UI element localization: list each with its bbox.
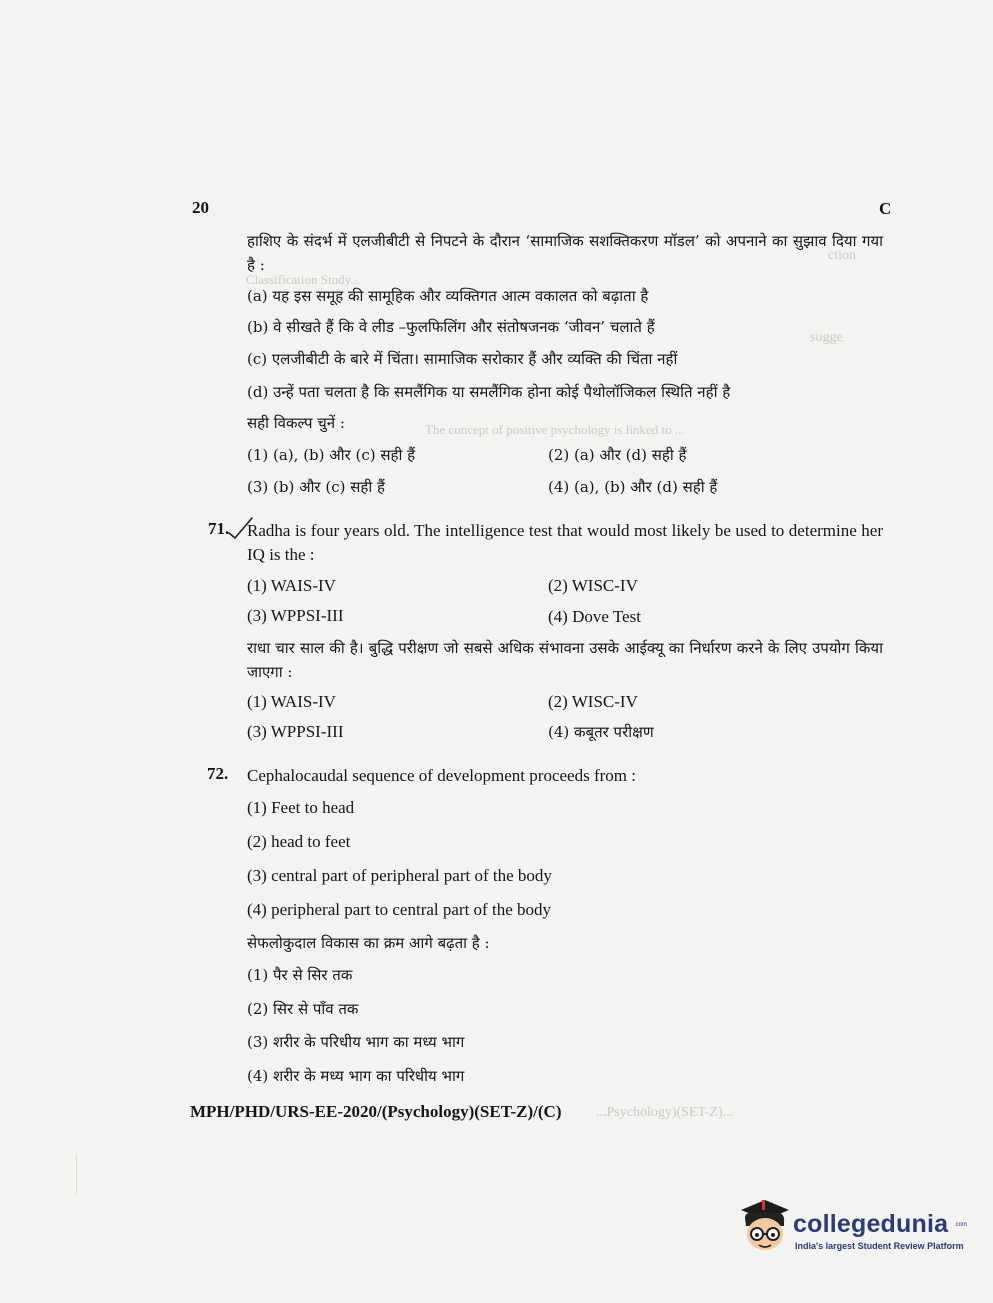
q72-hindi-option: (4) शरीर के मध्य भाग का परिधीय भाग — [247, 1067, 465, 1085]
bleed-through-text: sugge — [810, 330, 843, 345]
q72-number: 72. — [207, 764, 229, 783]
q72-hindi-stem: सेफलोकुदाल विकास का क्रम आगे बढ़ता है : — [247, 934, 490, 952]
bleed-through-text: Classification Study... — [246, 272, 360, 287]
q71-hindi-option: (4) कबूतर परीक्षण — [548, 723, 654, 741]
q70-statement: (d) उन्हें पता चलता है कि समलैंगिक या समलैंगिक होना कोई पैथोलॉजिकल स्थिति नहीं है — [247, 383, 731, 401]
bleed-through-text: ...Psychology)(SET-Z)... — [596, 1105, 734, 1120]
logo-tagline: India's largest Student Review Platform — [795, 1241, 964, 1251]
q72-hindi-option: (3) शरीर के परिधीय भाग का मध्य भाग — [247, 1033, 465, 1051]
q70-statement: (c) एलजीबीटी के बारे में चिंता। सामाजिक सरोकार हैं और व्यक्ति की चिंता नहीं — [247, 350, 678, 368]
collegedunia-logo — [735, 1196, 968, 1266]
exam-code-footer: MPH/PHD/URS-EE-2020/(Psychology)(SET-Z)/(C) — [190, 1102, 562, 1121]
q70-option: (2) (a) और (d) सही हैं — [548, 446, 687, 464]
q72-hindi-option: (2) सिर से पाँव तक — [247, 1000, 359, 1018]
bleed-through-text: The concept of positive psychology is linked to ... — [425, 422, 685, 437]
q72-option: (1) Feet to head — [247, 798, 355, 817]
q71-hindi-option: (1) WAIS-IV — [247, 692, 336, 711]
q71-number: 71. — [208, 519, 230, 538]
q71-stem: Radha is four years old. The intelligence test that would most likely be used to determine her IQ is the : — [247, 521, 883, 564]
q70-instruction: सही विकल्प चुनें : — [247, 414, 345, 432]
q71-option: (3) WPPSI-III — [247, 606, 344, 625]
q70-option: (3) (b) और (c) सही हैं — [247, 478, 385, 496]
logo-suffix: .com — [954, 1222, 968, 1228]
q72-hindi-option: (1) पैर से सिर तक — [247, 966, 353, 984]
q72-option: (4) peripheral part to central part of the body — [247, 900, 551, 919]
q70-hindi-stem: हाशिए के संदर्भ में एलजीबीटी से निपटने के दौरान ‘सामाजिक सशक्तिकरण मॉडल’ को अपनाने का सुझाव दिया गया है : — [247, 232, 883, 274]
scan-artifact — [76, 1155, 77, 1195]
page-number: 20 — [192, 198, 209, 217]
q71-hindi-stem: राधा चार साल की है। बुद्धि परीक्षण जो सबसे अधिक संभावना उसके आईक्यू का निर्धारण करने के लिए उपयोग किया जाएगा : — [247, 639, 883, 681]
q72-option: (2) head to feet — [247, 832, 351, 851]
mascot-icon — [735, 1196, 795, 1258]
q70-option: (4) (a), (b) और (d) सही हैं — [548, 478, 718, 496]
q70-statement: (b) वे सीखते हैं कि वे लीड –फुलफिलिंग और संतोषजनक ‘जीवन’ चलाते हैं — [247, 318, 655, 336]
q71-hindi-option: (3) WPPSI-III — [247, 722, 344, 741]
q71-option: (2) WISC-IV — [548, 576, 638, 595]
q70-option: (1) (a), (b) और (c) सही हैं — [247, 446, 416, 464]
q70-statement: (a) यह इस समूह की सामूहिक और व्यक्तिगत आत्म वकालत को बढ़ाता है — [247, 287, 649, 305]
set-code: C — [879, 199, 892, 218]
bleed-through-text: ction — [828, 248, 856, 263]
q71-hindi-option: (2) WISC-IV — [548, 692, 638, 711]
logo-name: collegedunia — [793, 1210, 949, 1238]
q72-stem: Cephalocaudal sequence of development proceeds from : — [247, 766, 636, 785]
q71-option: (1) WAIS-IV — [247, 576, 336, 595]
q71-option: (4) Dove Test — [548, 607, 641, 626]
q72-option: (3) central part of peripheral part of the body — [247, 866, 552, 885]
